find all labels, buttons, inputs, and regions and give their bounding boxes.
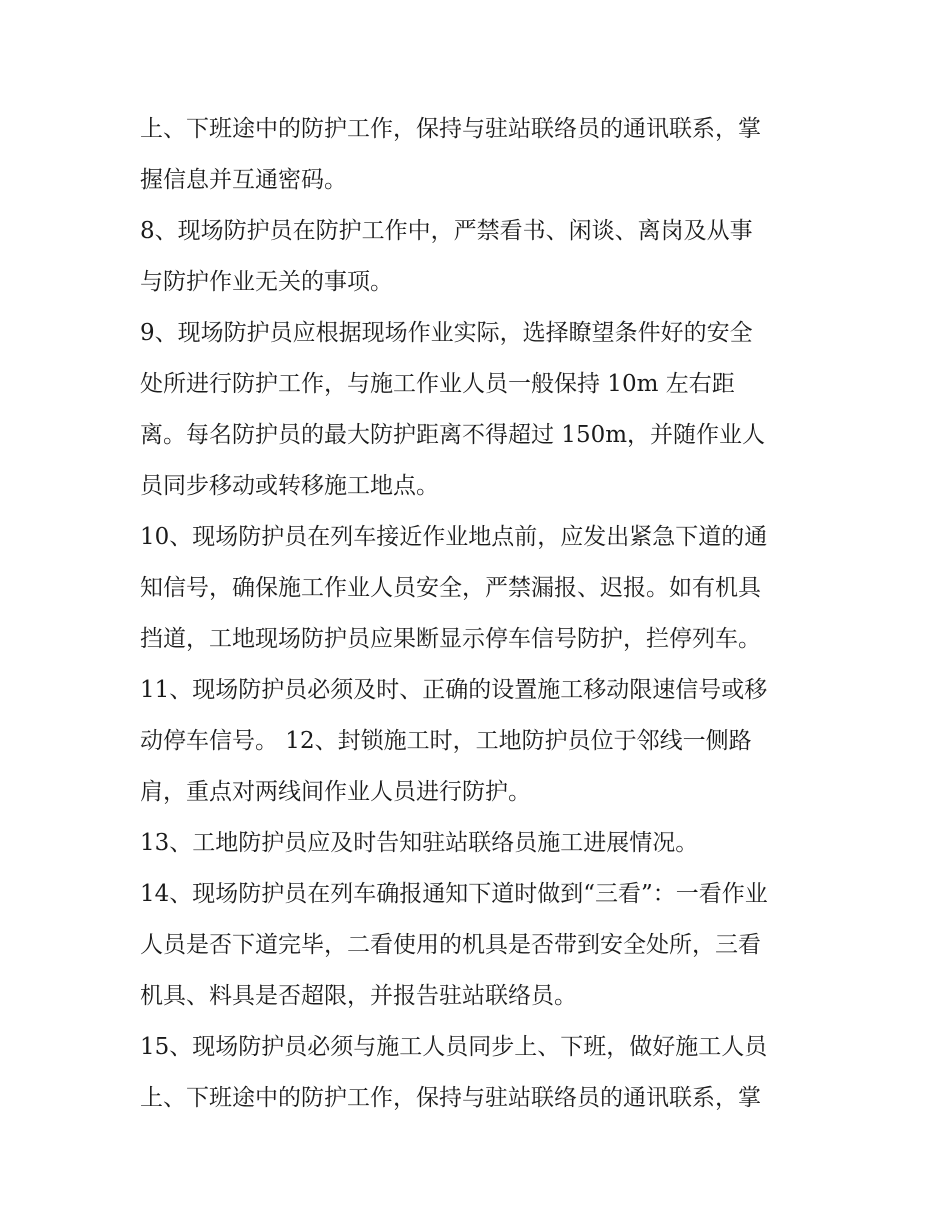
text-line: 11、现场防护员必须及时、正确的设置施工移动限速信号或移: [140, 677, 768, 703]
text-line: 上、下班途中的防护工作，保持与驻站联络员的通讯联系，掌: [140, 116, 761, 142]
text-line: 9、现场防护员应根据现场作业实际，选择瞭望条件好的安全: [140, 320, 753, 346]
text-line: 14、现场防护员在列车确报通知下道时做到“三看”：一看作业: [140, 881, 768, 907]
text-line: 挡道，工地现场防护员应果断显示停车信号防护，拦停列车。: [140, 626, 761, 652]
text-line: 上、下班途中的防护工作，保持与驻站联络员的通讯联系，掌: [140, 1085, 761, 1111]
text-line: 离。每名防护员的最大防护距离不得超过 150m，并随作业人: [140, 422, 766, 448]
text-line: 员同步移动或转移施工地点。: [140, 473, 439, 499]
text-line: 8、现场防护员在防护工作中，严禁看书、闲谈、离岗及从事: [140, 218, 753, 244]
text-line: 机具、料具是否超限，并报告驻站联络员。: [140, 983, 577, 1009]
text-line: 知信号，确保施工作业人员安全，严禁漏报、迟报。如有机具: [140, 575, 761, 601]
text-line: 动停车信号。 12、封锁施工时，工地防护员位于邻线一侧路: [140, 728, 752, 754]
text-line: 握信息并互通密码。: [140, 167, 347, 193]
text-line: 10、现场防护员在列车接近作业地点前，应发出紧急下道的通: [140, 524, 768, 550]
text-line: 与防护作业无关的事项。: [140, 269, 393, 295]
text-line: 15、现场防护员必须与施工人员同步上、下班，做好施工人员: [140, 1034, 768, 1060]
text-line: 人员是否下道完毕，二看使用的机具是否带到安全处所，三看: [140, 932, 761, 958]
text-line: 13、工地防护员应及时告知驻站联络员施工进展情况。: [140, 830, 699, 856]
text-line: 处所进行防护工作，与施工作业人员一般保持 10m 左右距: [140, 371, 735, 397]
text-line: 肩，重点对两线间作业人员进行防护。: [140, 779, 531, 805]
